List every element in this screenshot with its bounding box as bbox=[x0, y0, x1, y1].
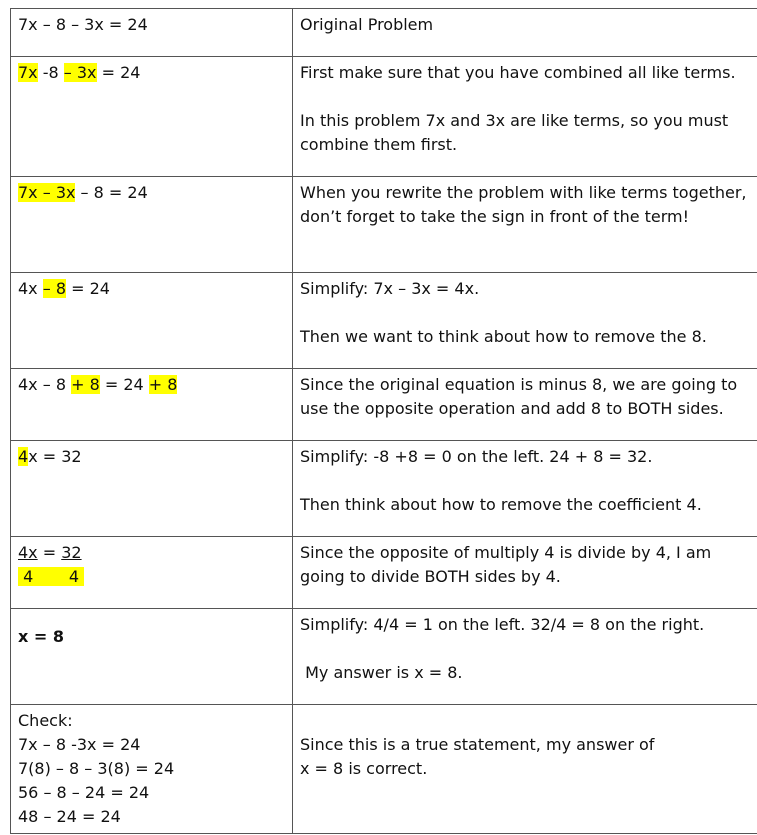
highlighted-term: – 8 bbox=[42, 279, 66, 298]
step-equation bbox=[11, 9, 293, 57]
equation-text: 7x – 8 -3x = 24 bbox=[18, 735, 141, 754]
highlighted-term: + 8 bbox=[148, 375, 178, 394]
highlighted-term: 7x – 3x bbox=[18, 183, 76, 202]
equation-text: – 8 = 24 bbox=[75, 183, 148, 202]
explanation-text: First make sure that you have combined all like terms. bbox=[300, 63, 736, 82]
equation-text: 48 – 24 = 24 bbox=[18, 807, 121, 826]
step-explanation bbox=[293, 9, 757, 57]
table-row bbox=[11, 9, 757, 57]
equation-text: = 24 bbox=[99, 375, 149, 394]
step-equation bbox=[11, 273, 293, 369]
step-explanation bbox=[293, 57, 757, 177]
table-row bbox=[11, 441, 757, 537]
explanation-text: Since this is a true statement, my answer of bbox=[300, 735, 655, 754]
equation-text: 32 bbox=[61, 543, 82, 562]
step-explanation bbox=[293, 441, 757, 537]
step-equation bbox=[11, 441, 293, 537]
table-row bbox=[11, 273, 757, 369]
step-equation bbox=[11, 177, 293, 273]
equation-text: 7x – 8 – 3x = 24 bbox=[18, 15, 148, 34]
explanation-text: Since the opposite of multiply 4 is divide by 4, I am going to divide BOTH sides by 4. bbox=[300, 543, 712, 586]
equation-text: 56 – 8 – 24 = 24 bbox=[18, 783, 150, 802]
step-explanation bbox=[293, 705, 757, 834]
step-explanation bbox=[293, 609, 757, 705]
step-explanation bbox=[293, 369, 757, 441]
step-equation bbox=[11, 537, 293, 609]
step-explanation bbox=[293, 177, 757, 273]
equation-text: 7(8) – 8 – 3(8) = 24 bbox=[18, 759, 175, 778]
table-row bbox=[11, 537, 757, 609]
step-explanation bbox=[293, 273, 757, 369]
equation-text: -8 bbox=[37, 63, 64, 82]
highlighted-term: + 8 bbox=[71, 375, 100, 394]
equation-text: 4x bbox=[18, 279, 43, 298]
step-equation bbox=[11, 57, 293, 177]
highlighted-term: 4 bbox=[18, 447, 29, 466]
explanation-text: When you rewrite the problem with like terms together, don’t forget to take the sign in front of the term! bbox=[300, 183, 747, 226]
fraction-denominator-line bbox=[18, 565, 286, 589]
explanation-text: In this problem 7x and 3x are like terms, so you must combine them first. bbox=[300, 111, 729, 154]
equation-text: 4x bbox=[18, 543, 38, 562]
equation-text: 4x – 8 bbox=[18, 375, 72, 394]
equation-text: = 24 bbox=[96, 63, 141, 82]
explanation-text: Simplify: 7x – 3x = 4x. bbox=[300, 279, 480, 298]
equation-text: = bbox=[37, 543, 62, 562]
final-answer: x = 8 bbox=[18, 627, 64, 646]
equation-text: = 24 bbox=[66, 279, 110, 298]
equation-text: x = 32 bbox=[28, 447, 82, 466]
highlighted-term: – 3x bbox=[63, 63, 97, 82]
table-row bbox=[11, 609, 757, 705]
table-row bbox=[11, 57, 757, 177]
explanation-text: Since the original equation is minus 8, we are going to use the opposite operation and add 8 to BOTH sides. bbox=[300, 375, 738, 418]
step-explanation bbox=[293, 537, 757, 609]
table-row bbox=[11, 177, 757, 273]
algebra-steps-table bbox=[10, 8, 757, 834]
highlighted-term: 7x bbox=[18, 63, 38, 82]
fraction-numerator-line bbox=[18, 541, 286, 565]
explanation-text: My answer is x = 8. bbox=[300, 663, 463, 682]
explanation-text: Original Problem bbox=[300, 15, 434, 34]
step-equation bbox=[11, 369, 293, 441]
highlighted-term: 4 4 bbox=[18, 567, 85, 586]
explanation-text: Simplify: 4/4 = 1 on the left. 32/4 = 8 on the right. bbox=[300, 615, 705, 634]
check-label: Check: bbox=[18, 711, 73, 730]
table-row bbox=[11, 369, 757, 441]
table-row bbox=[11, 705, 757, 834]
step-equation bbox=[11, 609, 293, 705]
explanation-text: Then think about how to remove the coefficient 4. bbox=[300, 495, 702, 514]
step-equation bbox=[11, 705, 293, 834]
explanation-text: Then we want to think about how to remove the 8. bbox=[300, 327, 707, 346]
explanation-text: Simplify: -8 +8 = 0 on the left. 24 + 8 = 32. bbox=[300, 447, 653, 466]
explanation-text: x = 8 is correct. bbox=[300, 759, 428, 778]
